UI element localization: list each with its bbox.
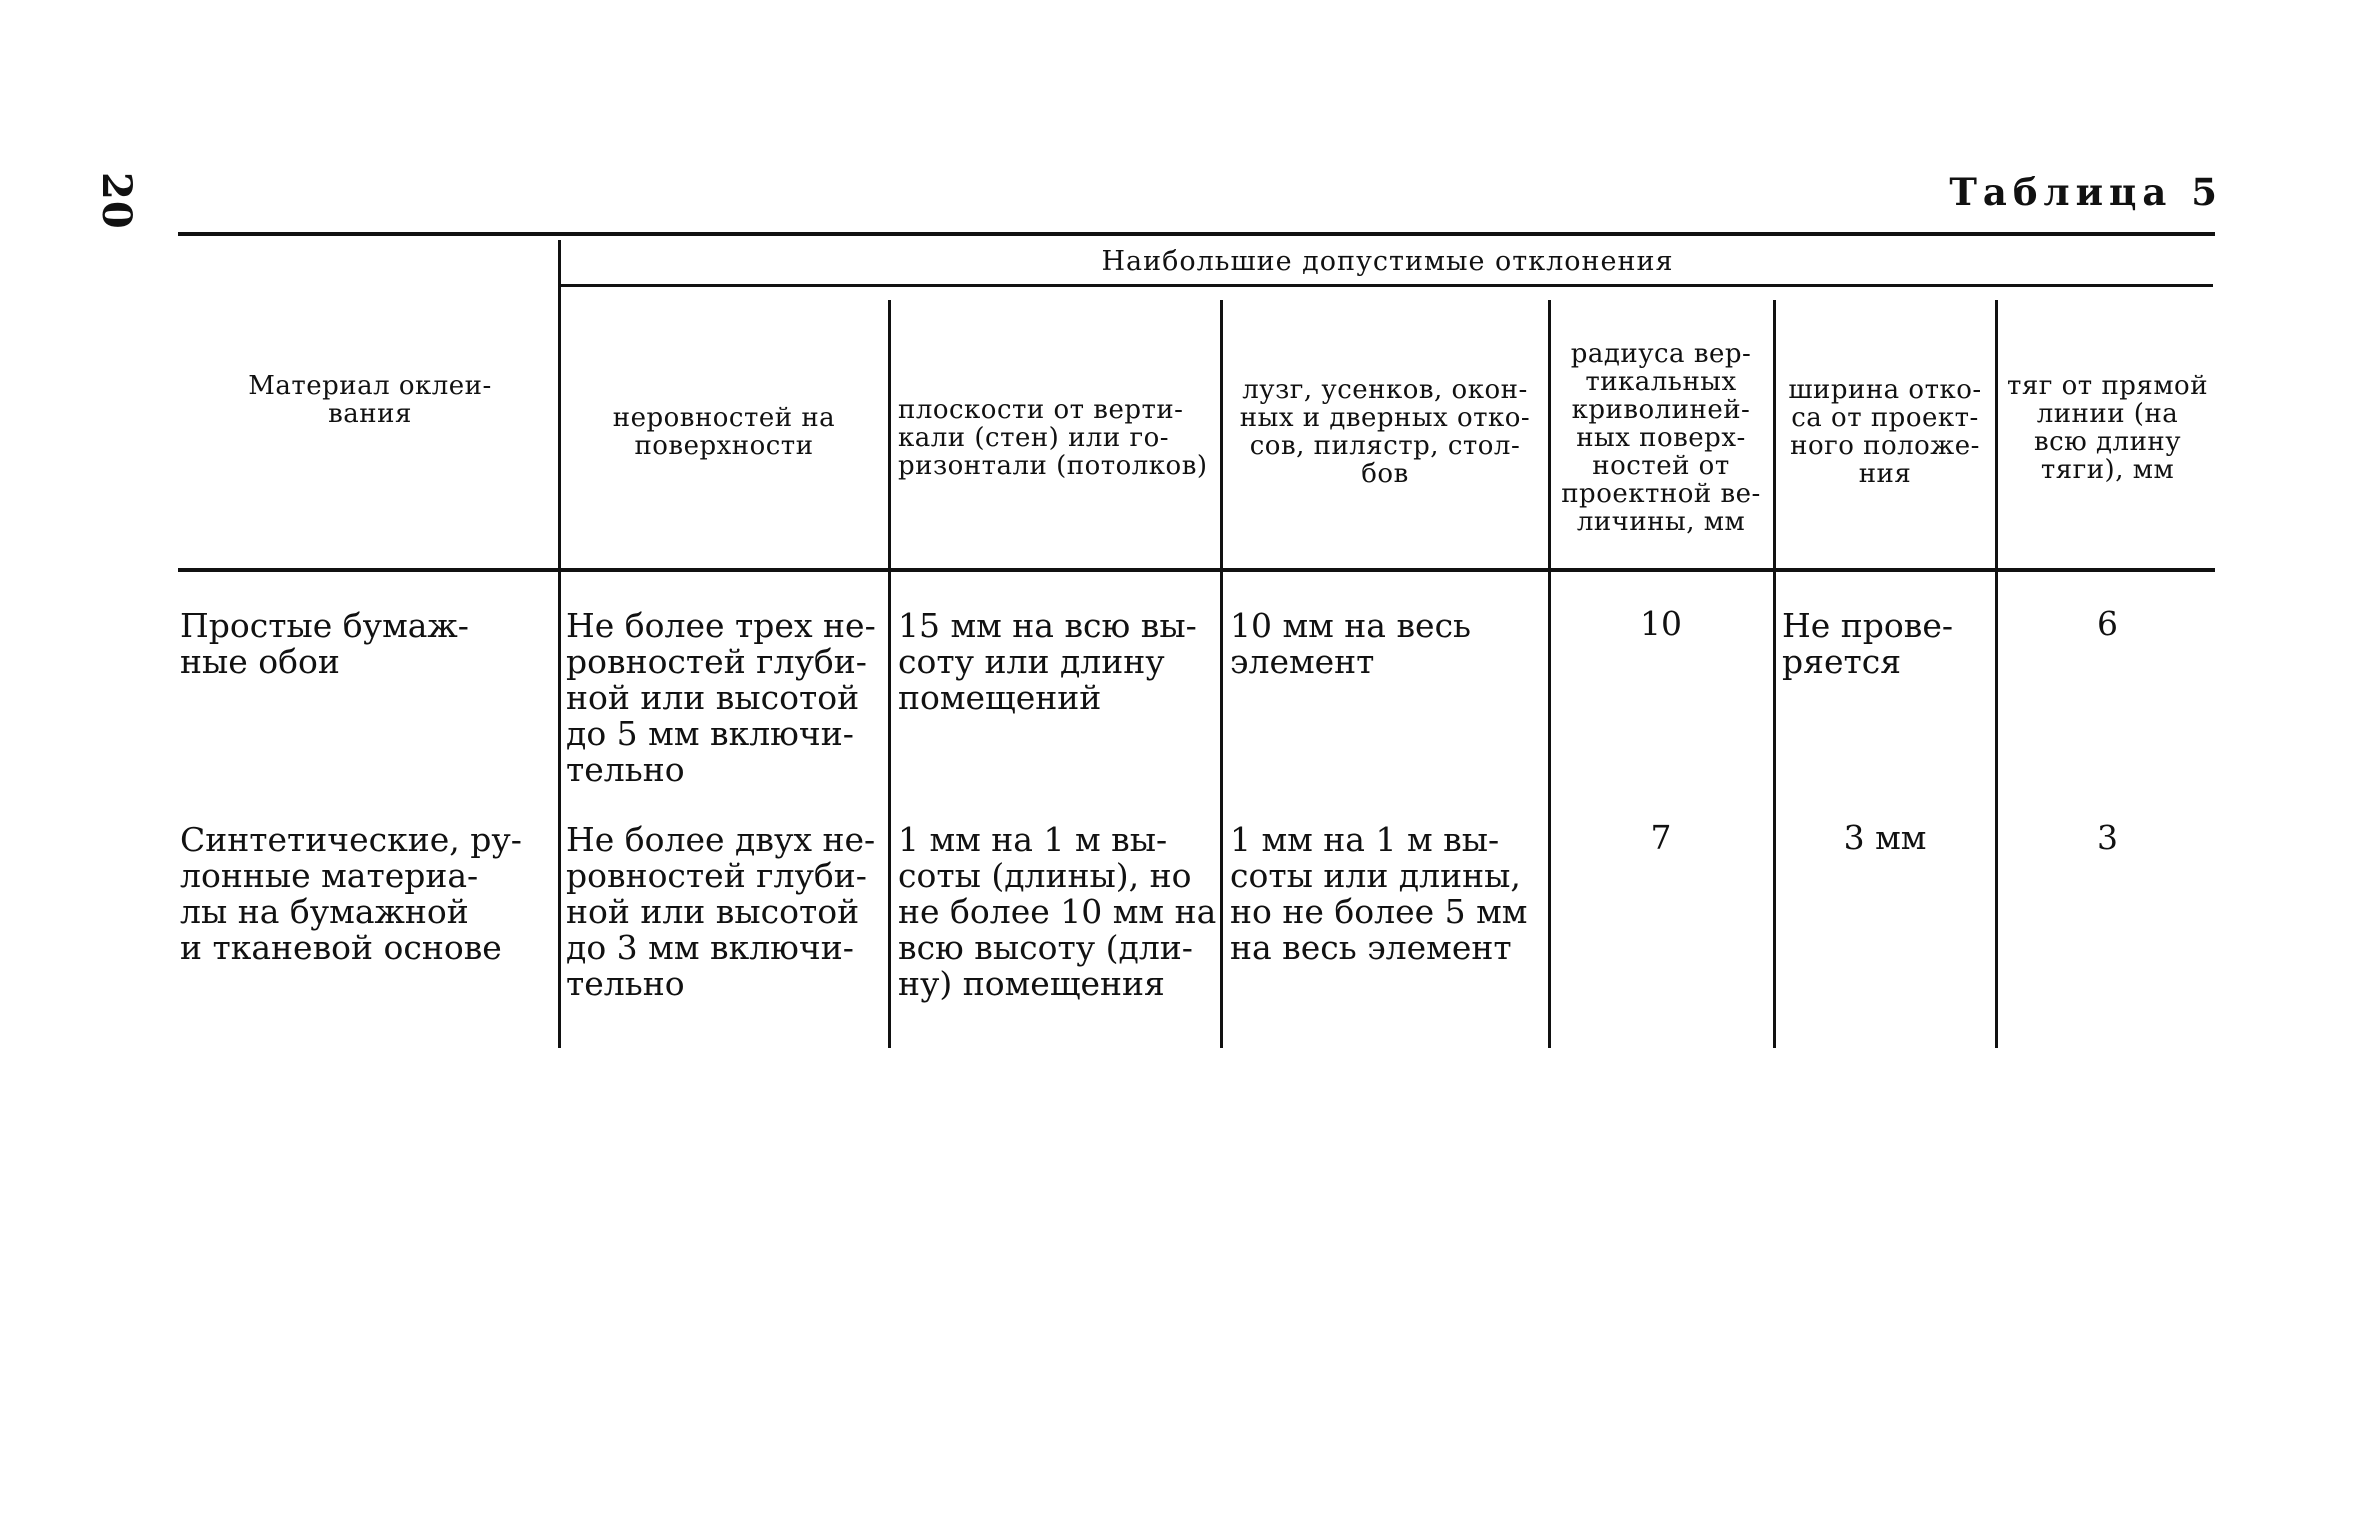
header-bottom-rule (178, 568, 2215, 572)
header-col-corners: лузг, усенков, окон- ных и дверных отко- сов, пилястр, стол- бов (1239, 375, 1531, 489)
row-2-material: Синтетические, ру- лонные материа- лы на бумажной и тканевой основе (180, 820, 522, 967)
header-group-title: Наибольшие допустимые отклонения (1101, 246, 1674, 277)
row-2-corners: 1 мм на 1 м вы- соты или длины, но не более 5 мм на весь элемент (1230, 820, 1528, 967)
row-1-corners: 10 мм на весь элемент (1230, 606, 1472, 681)
row-1-material: Простые бумаж- ные обои (180, 606, 469, 681)
header-material: Материал оклеи- вания (248, 371, 492, 429)
column-divider-2 (888, 300, 891, 1048)
row-2-unevenness: Не более двух не- ровностей глуби- ной или высотой до 3 мм включи- тельно (566, 820, 876, 1003)
header-col-slope-width: ширина отко- са от проект- ного положе- ния (1788, 375, 1982, 489)
row-1-plane: 15 мм на всю вы- соту или длину помещений (898, 606, 1197, 717)
header-col-plane: плоскости от верти- кали (стен) или го- ризонтали (потолков) (898, 395, 1208, 481)
page-number: 20 (93, 172, 140, 230)
column-divider-1 (558, 240, 561, 1048)
row-2-plane: 1 мм на 1 м вы- соты (длины), но не более 10 мм на всю высоту (дли- ну) помещения (898, 820, 1217, 1003)
row-2-moldings: 3 (2097, 818, 2118, 857)
column-divider-5 (1773, 300, 1776, 1048)
group-header-rule (560, 284, 2213, 287)
table-top-rule (178, 232, 2215, 236)
row-1-slope-width: Не прове- ряется (1782, 606, 1954, 681)
column-divider-3 (1220, 300, 1223, 1048)
row-1-unevenness: Не более трех не- ровностей глуби- ной или высотой до 5 мм включи- тельно (566, 606, 876, 789)
row-1-moldings: 6 (2097, 604, 2118, 643)
header-col-radius: радиуса вер- тикальных криволиней- ных поверх- ностей от проектной ве- личины, мм (1561, 339, 1761, 537)
table-title: Таблица 5 (1949, 170, 2223, 214)
header-col-moldings: тяг от прямой линии (на всю длину тяги), мм (2006, 371, 2209, 485)
column-divider-4 (1548, 300, 1551, 1048)
row-2-slope-width: 3 мм (1843, 818, 1927, 857)
row-2-radius: 7 (1650, 818, 1672, 857)
header-col-unevenness: неровностей на поверхности (612, 403, 836, 461)
row-1-radius: 10 (1640, 604, 1682, 643)
column-divider-6 (1995, 300, 1998, 1048)
